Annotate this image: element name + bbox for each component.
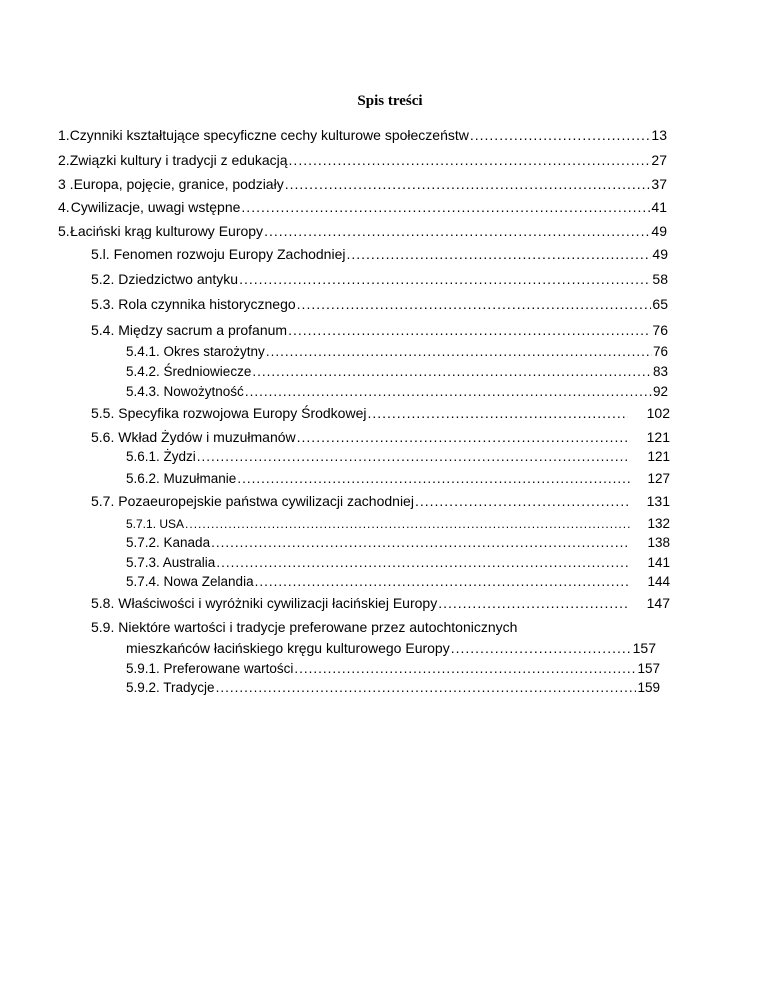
toc-section-5-5[interactable] (91, 405, 670, 421)
dot-leader (264, 223, 650, 239)
toc-section-5-4[interactable] (91, 322, 668, 338)
dot-leader (266, 344, 652, 359)
dot-leader (288, 322, 651, 338)
page-number: 76 (652, 344, 668, 359)
dot-leader (297, 296, 652, 312)
dot-leader (367, 405, 628, 421)
page-number: 27 (651, 152, 667, 168)
dot-leader (415, 493, 628, 509)
page-number: 127 (647, 471, 670, 486)
chapter-number: 5. (58, 223, 70, 239)
toc-subsection-5-7-3[interactable] (126, 555, 670, 570)
toc-section-5-9[interactable] (126, 640, 656, 656)
page-number: 58 (652, 271, 668, 287)
section-title: 5.l. Fenomen rozwoju Europy Zachodniej (91, 246, 346, 262)
page-number: 41 (651, 199, 667, 215)
subsection-title: 5.4.2. Średniowiecze (126, 364, 252, 379)
toc-section-5-9-title[interactable]: 5.9. Niektóre wartości i tradycje preferowane przez autochtonicznych (91, 619, 518, 635)
section-title: 5.7. Pozaeuropejskie państwa cywilizacji zachodniej (91, 493, 414, 509)
page-number: 13 (651, 127, 667, 143)
subsection-title: 5.4.3. Nowożytność (126, 384, 244, 399)
dot-leader (346, 246, 651, 262)
dot-leader (255, 574, 630, 589)
toc-subsection-5-4-3[interactable] (126, 384, 668, 399)
toc-chapter-1[interactable] (58, 127, 667, 143)
page-number: 147 (646, 595, 670, 611)
subsection-title: 5.9.1. Preferowane wartości (126, 661, 294, 676)
subsection-title: 5.7.3. Australia (126, 555, 216, 570)
page-number: 159 (637, 680, 660, 695)
chapter-title: Czynniki kształtujące specyficzne cechy kulturowe społeczeństw (69, 127, 469, 143)
toc-subsection-5-7-4[interactable] (126, 574, 670, 589)
page-number: 121 (646, 429, 670, 445)
dot-leader (245, 384, 652, 399)
page-title: Spis treści (357, 93, 423, 109)
subsection-title: 5.7.2. Kanada (126, 535, 211, 550)
toc-chapter-3[interactable] (58, 176, 667, 192)
dot-leader (239, 271, 651, 287)
chapter-number: 3 . (58, 176, 74, 192)
section-title: 5.6. Wkład Żydów i muzułmanów (91, 429, 296, 445)
section-title: 5.3. Rola czynnika historycznego (91, 296, 296, 312)
section-title: 5.4. Między sacrum a profanum (91, 322, 288, 338)
section-title-continued: mieszkańców łacińskiego kręgu kulturowego Europy (126, 640, 450, 656)
subsection-title: 5.4.1. Okres starożytny (126, 344, 265, 359)
dot-leader (241, 199, 650, 215)
page-number: 132 (647, 516, 670, 531)
chapter-title: Łaciński krąg kulturowy Europy (70, 223, 264, 239)
page-number: 37 (651, 176, 667, 192)
toc-subsection-5-4-1[interactable] (126, 344, 668, 359)
toc-subsection-5-6-2[interactable] (126, 471, 670, 486)
toc-chapter-5[interactable] (58, 223, 667, 239)
dot-leader (438, 595, 628, 611)
toc-section-5-3[interactable] (91, 296, 668, 312)
page-number: 157 (637, 661, 660, 676)
page-number: 92 (652, 384, 668, 399)
page-number: 49 (652, 246, 668, 262)
page-number: 102 (646, 405, 670, 421)
subsection-title: 5.7.1. USA (126, 517, 185, 531)
toc-subsection-5-7-2[interactable] (126, 535, 670, 550)
toc-section-5-6[interactable] (91, 429, 670, 445)
toc-section-5-1[interactable] (91, 246, 668, 262)
dot-leader (197, 449, 630, 464)
dot-leader (211, 535, 630, 550)
chapter-number: 1. (58, 127, 70, 143)
subsection-title: 5.7.4. Nowa Zelandia (126, 574, 254, 589)
chapter-title: Cywilizacje, uwagi wstępne (70, 199, 241, 215)
toc-subsection-5-6-1[interactable] (126, 449, 670, 464)
section-title: 5.5. Specyfika rozwojowa Europy Środkowej (91, 405, 367, 421)
page-number: 144 (647, 574, 670, 589)
toc-subsection-5-9-1[interactable] (126, 661, 660, 676)
dot-leader (297, 429, 628, 445)
chapter-number: 2. (58, 152, 70, 168)
chapter-number: 4. (58, 199, 70, 215)
chapter-title: Związki kultury i tradycji z edukacją (69, 152, 288, 168)
dot-leader (451, 640, 632, 656)
dot-leader (252, 364, 652, 379)
toc-section-5-8[interactable] (91, 595, 670, 611)
page-number: 121 (647, 449, 670, 464)
page-number: 65 (652, 296, 668, 312)
dot-leader (185, 517, 630, 531)
subsection-title: 5.6.1. Żydzi (126, 449, 196, 464)
section-title: 5.8. Właściwości i wyróżniki cywilizacji łacińskiej Europy (91, 595, 438, 611)
toc-subsection-5-4-2[interactable] (126, 364, 668, 379)
toc-section-5-7[interactable] (91, 493, 670, 509)
toc-chapter-2[interactable] (58, 152, 667, 168)
dot-leader (237, 471, 630, 486)
page-number: 49 (651, 223, 667, 239)
section-title: 5.2. Dziedzictwo antyku (91, 271, 239, 287)
dot-leader (289, 152, 651, 168)
toc-section-5-2[interactable] (91, 271, 668, 287)
page-number: 83 (652, 364, 668, 379)
page-number: 131 (646, 493, 670, 509)
toc-chapter-4[interactable] (58, 199, 667, 215)
page-number: 141 (647, 555, 670, 570)
chapter-title: Europa, pojęcie, granice, podziały (73, 176, 284, 192)
dot-leader (216, 680, 637, 695)
toc-subsection-5-9-2[interactable] (126, 680, 660, 695)
subsection-title: 5.6.2. Muzułmanie (126, 471, 237, 486)
page-number: 157 (632, 640, 656, 656)
toc-subsection-5-7-1[interactable] (126, 516, 670, 531)
page-number: 138 (647, 535, 670, 550)
dot-leader (216, 555, 630, 570)
subsection-title: 5.9.2. Tradycje (126, 680, 215, 695)
dot-leader (470, 127, 651, 143)
page-number: 76 (652, 322, 668, 338)
dot-leader (294, 661, 636, 676)
dot-leader (285, 176, 651, 192)
